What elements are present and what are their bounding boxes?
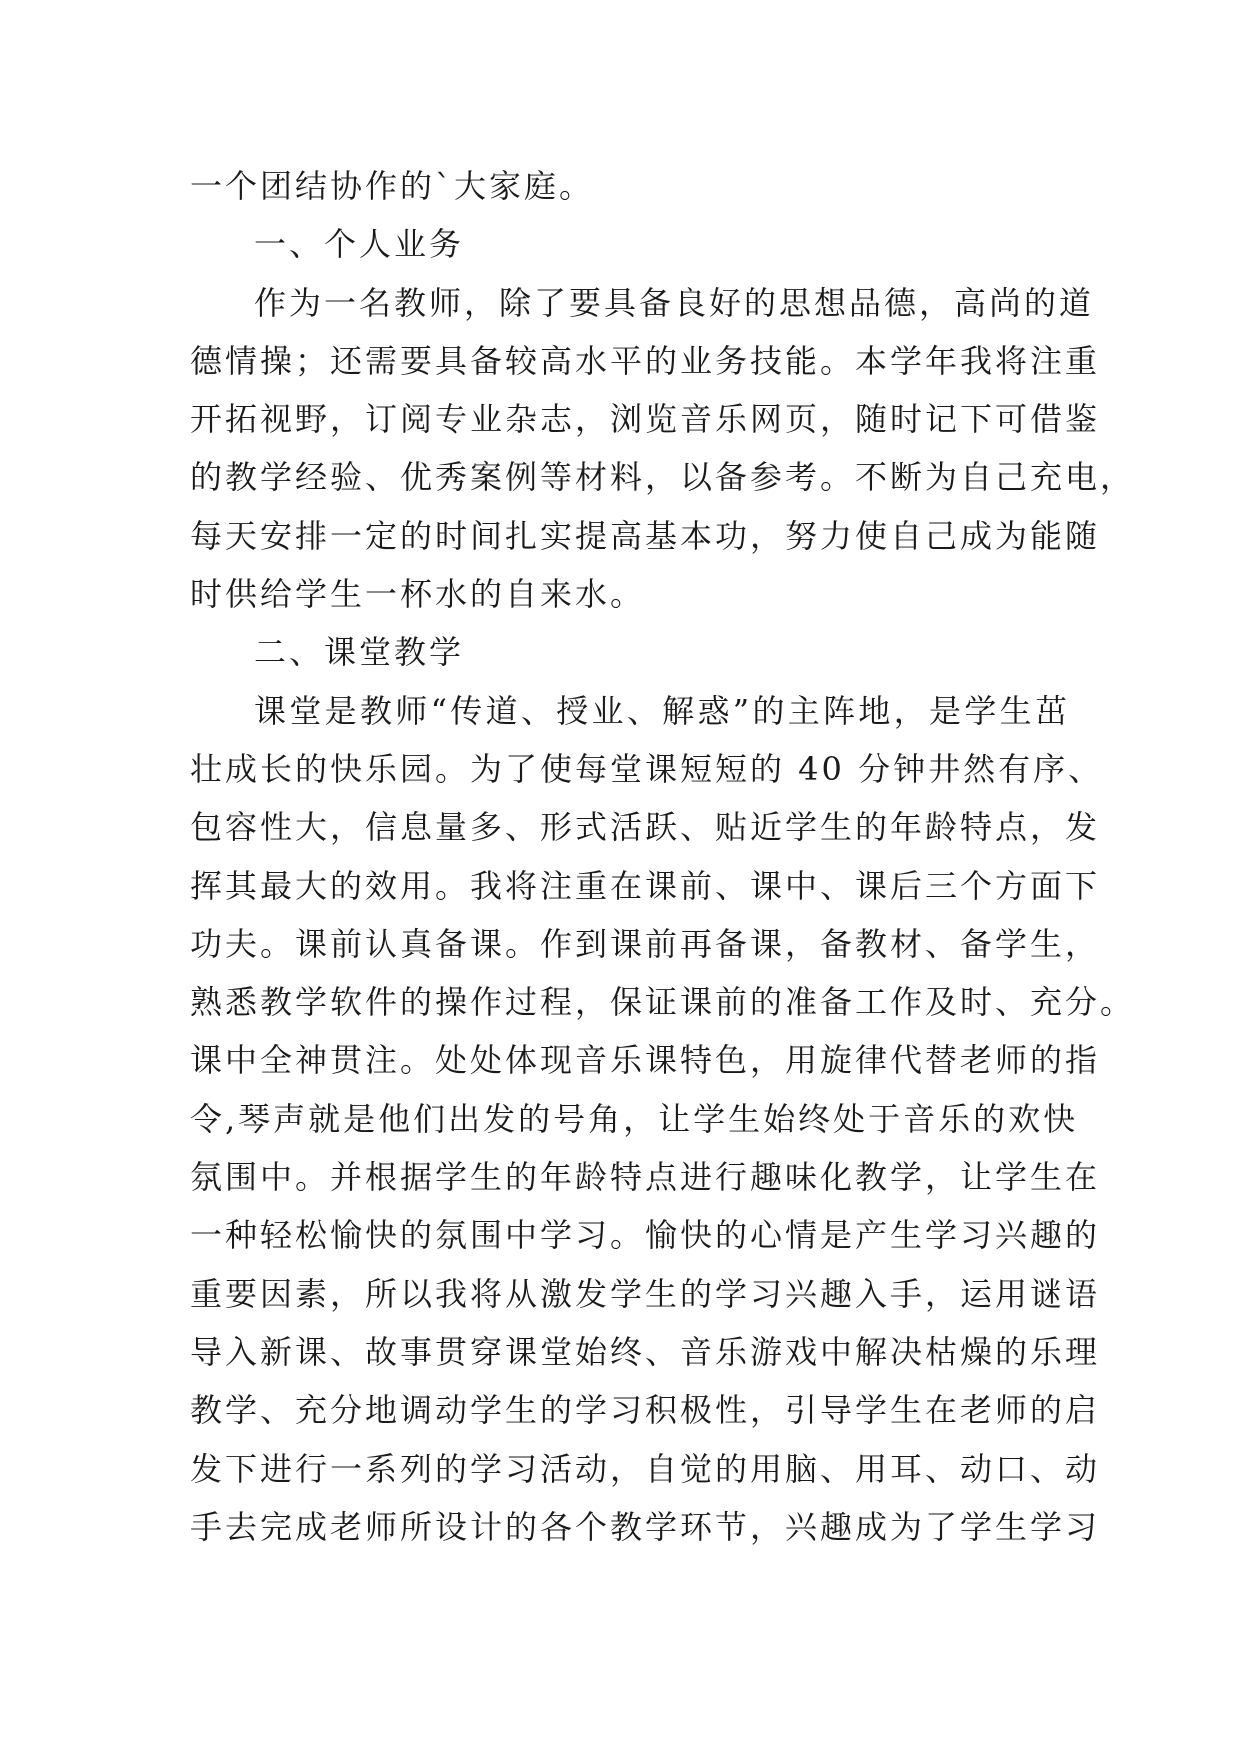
text-line: 时供给学生一杯水的自来水。 <box>190 575 646 614</box>
text-line: 一种轻松愉快的氛围中学习。愉快的心情是产生学习兴趣的 <box>190 1216 1101 1255</box>
text-line: 课中全神贯注。处处体现音乐课特色，用旋律代替老师的指 <box>190 1041 1101 1080</box>
text-line: 发下进行一系列的学习活动，自觉的用脑、用耳、动口、动 <box>190 1449 1101 1488</box>
text-line: 包容性大，信息量多、形式活跃、贴近学生的年龄特点，发 <box>190 808 1101 847</box>
text-line: 挥其最大的效用。我将注重在课前、课中、课后三个方面下 <box>190 866 1101 905</box>
text-line: 作为一名教师，除了要具备良好的思想品德，高尚的道 <box>254 283 1095 322</box>
text-line: 壮成长的快乐园。为了使每堂课短短的 40 分钟井然有序、 <box>190 749 1104 788</box>
section-heading-personal-work: 一、个人业务 <box>254 225 465 264</box>
text-line: 熟悉教学软件的操作过程，保证课前的准备工作及时、充分。 <box>190 983 1136 1022</box>
text-line: 令,琴声就是他们出发的号角，让学生始终处于音乐的欢快 <box>190 1099 1079 1138</box>
text-line: 一个团结协作的`大家庭。 <box>190 167 595 205</box>
document-body <box>190 157 1136 1556</box>
text-line: 课堂是教师“传道、授业、解惑”的主阵地，是学生茁 <box>254 691 1070 730</box>
text-line: 手去完成老师所设计的各个教学环节，兴趣成为了学生学习 <box>190 1507 1101 1546</box>
text-line: 导入新课、故事贯穿课堂始终、音乐游戏中解决枯燥的乐理 <box>190 1332 1101 1371</box>
text-line: 的教学经验、优秀案例等材料，以备参考。不断为自己充电， <box>190 458 1136 497</box>
text-line: 氛围中。并根据学生的年龄特点进行趣味化教学，让学生在 <box>190 1158 1101 1197</box>
text-line: 德情操；还需要具备较高水平的业务技能。本学年我将注重 <box>190 341 1101 380</box>
text-line: 开拓视野，订阅专业杂志，浏览音乐网页，随时记下可借鉴 <box>190 400 1101 439</box>
text-line: 每天安排一定的时间扎实提高基本功，努力使自己成为能随 <box>190 516 1101 555</box>
section-heading-classroom-teaching: 二、课堂教学 <box>254 633 465 672</box>
text-line: 重要因素，所以我将从激发学生的学习兴趣入手，运用谜语 <box>190 1274 1101 1313</box>
text-line: 教学、充分地调动学生的学习积极性，引导学生在老师的启 <box>190 1391 1101 1430</box>
text-line: 功夫。课前认真备课。作到课前再备课，备教材、备学生， <box>190 924 1101 963</box>
